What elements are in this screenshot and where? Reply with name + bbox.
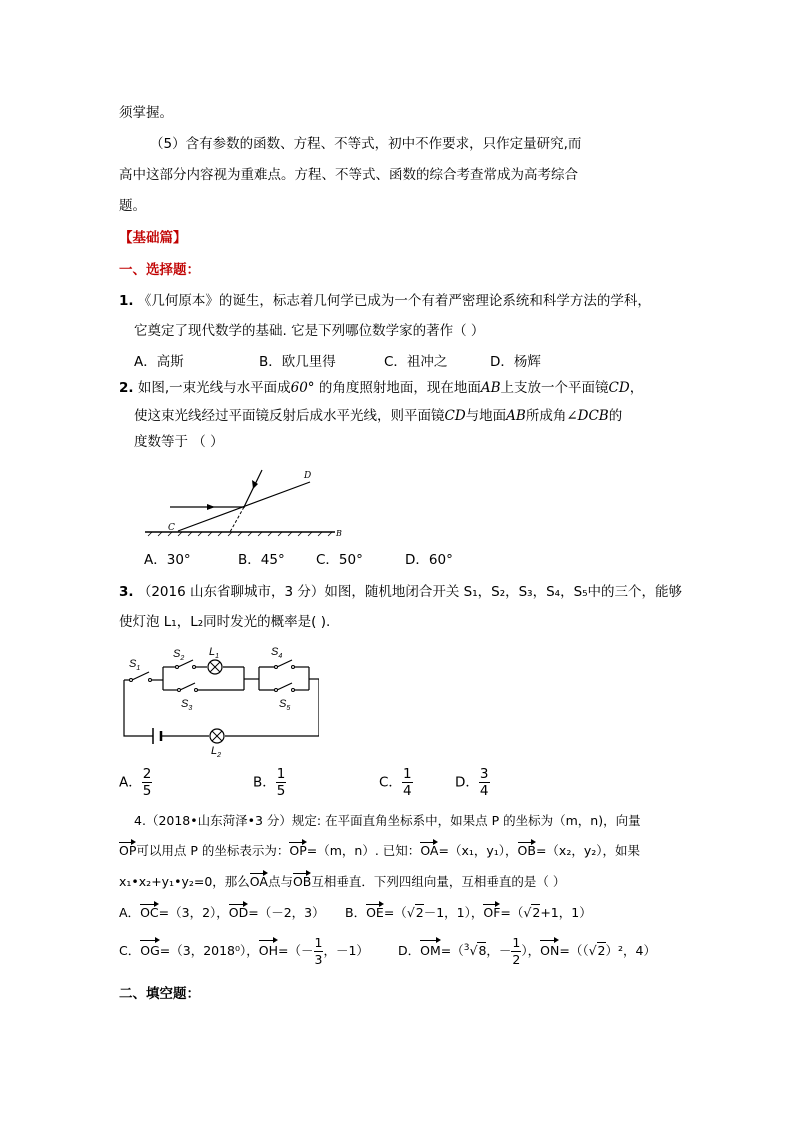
vector-og: OG (140, 940, 160, 962)
q2-cd: CD (608, 380, 630, 396)
option-text: =（（ (559, 943, 589, 958)
q2-text: 与地面 (465, 408, 507, 424)
intro-line-4: 题。 (119, 198, 146, 214)
vector-om: OM (420, 940, 441, 962)
label-b: B (336, 529, 342, 538)
intro-line-2: （5）含有参数的函数、方程、不等式，初中不作要求，只作定量研究,而 (150, 136, 582, 152)
section-fill-heading: 二、填空题： (119, 986, 200, 1002)
option-text: =（－ (278, 943, 314, 958)
vector-op: OP (119, 843, 137, 858)
q2-line-3: 度数等于 （ ） (134, 434, 224, 450)
q4-option-b: B．OE=（√2－1，1），OF=（√2+1，1） (345, 905, 592, 920)
q3-line-2: 使灯泡 L₁，L₂同时发光的概率是( ). (119, 614, 331, 630)
sqrt-radicand: 2 (415, 905, 424, 920)
numerator: 1 (402, 766, 412, 782)
q4-text: =（m，n）. 已知： (306, 843, 421, 858)
q1-option-d: D．杨辉 (490, 354, 541, 370)
vector-of: OF (483, 905, 501, 920)
reflected-ray-arrow (207, 504, 215, 510)
option-text: ，－1） (323, 943, 369, 958)
circuit-wires (124, 660, 319, 736)
denominator: 2 (512, 952, 521, 967)
q2-ab: AB (480, 380, 501, 396)
option-text: +1，1） (540, 905, 592, 920)
denominator: 4 (479, 783, 489, 799)
q2-option-d: D．60° (405, 552, 453, 568)
q4-option-c (119, 935, 369, 968)
sqrt-radicand: 2 (532, 905, 541, 920)
q2-cd-2: CD (444, 408, 466, 424)
q2-text: 使这束光线经过平面镜反射后成水平光线，则平面镜 (134, 408, 445, 424)
q4-line-3 (119, 873, 565, 891)
option-label: D． (398, 943, 421, 958)
vector-oc: OC (140, 905, 159, 920)
q1-option-b: B．欧几里得 (259, 354, 336, 370)
option-text: =（ (440, 943, 464, 958)
label-s5: $S_5$ (279, 698, 291, 712)
q4-line-1 (134, 812, 641, 830)
fraction (314, 935, 324, 968)
label-s3: $S_3$ (181, 698, 193, 712)
option-text: =（ (383, 905, 407, 920)
q2-ab-2: AB (506, 408, 526, 424)
q4-number: 4. (134, 813, 146, 828)
cube-root-index: 3 (463, 942, 470, 953)
q1-text-1: 《几何原本》的诞生，标志着几何学已成为一个有着严密理论系统和科学方法的学科， (137, 293, 651, 309)
label-s1: $S_1$ (129, 658, 141, 672)
label-s2: $S_2$ (173, 648, 185, 662)
q4-text: =（x₁，y₁）， (438, 843, 518, 858)
fraction (402, 766, 413, 799)
q2-option-b: B．45° (238, 552, 285, 568)
numerator: 1 (512, 935, 521, 950)
q2-number: 2. (119, 380, 134, 396)
option-label: A． (119, 905, 141, 920)
numerator: 1 (276, 766, 286, 782)
q1-option-c: C．祖冲之 (384, 354, 448, 370)
q4-text: 互相垂直．下列四组向量，互相垂直的是（ ） (311, 874, 566, 889)
q3-text-1: （2016 山东省聊城市，3 分）如图，随机地闭合开关 S₁，S₂，S₃，S₄，S₅中的三个，能够 (137, 584, 683, 600)
vector-oa: OA (249, 874, 268, 889)
section-choice-heading: 一、选择题： (119, 262, 200, 278)
option-text: =（3，2018⁰）， (159, 943, 259, 958)
vector-od: OD (228, 905, 249, 920)
q1-line-2: 它奠定了现代数学的基础. 它是下列哪位数学家的著作（ ） (134, 323, 485, 339)
denominator: 4 (402, 783, 412, 799)
option-label: B． (253, 774, 276, 791)
q4-source: （2018•山东菏泽•3 分）规定: 在平面直角坐标系中，如果点 P 的坐标为（m，n)，向量 (145, 813, 641, 828)
q1-number: 1. (119, 293, 134, 309)
option-label: B． (345, 905, 367, 920)
q2-angle-dcb: ∠DCB (566, 408, 609, 424)
option-label: C． (379, 774, 402, 791)
option-label: C． (119, 943, 141, 958)
q2-text: 所成角 (525, 408, 567, 424)
fraction (479, 766, 490, 799)
option-text: ）， (521, 943, 541, 958)
lamp-l2 (210, 729, 224, 743)
vector-op: OP (289, 843, 307, 858)
fraction (511, 935, 521, 968)
q2-line-2 (134, 407, 622, 425)
label-c: C (168, 523, 175, 533)
fraction (142, 766, 153, 799)
q3-line-1 (119, 583, 682, 601)
option-text: =（－2，3） (248, 905, 325, 920)
q4-line-2 (119, 842, 640, 860)
vector-oh: OH (259, 940, 278, 962)
vector-oe: OE (366, 905, 384, 920)
q1-option-a: A．高斯 (134, 354, 184, 370)
option-label: A． (119, 774, 142, 791)
q3-option-b (253, 766, 286, 799)
vector-ob: OB (517, 843, 536, 858)
label-l1: $L_1$ (209, 646, 220, 660)
numerator: 2 (142, 766, 152, 782)
option-text: －1，1）， (423, 905, 484, 920)
denominator: 5 (142, 783, 152, 799)
q2-line-1 (119, 379, 643, 397)
fraction (276, 766, 287, 799)
numerator: 1 (314, 935, 323, 950)
option-text: ）²，4） (605, 943, 656, 958)
q2-text: 的 (608, 408, 623, 424)
q4-text: 可以用点 P 的坐标表示为： (136, 843, 290, 858)
option-text: =（ (500, 905, 524, 920)
q4-text: =（x₂，y₂），如果 (535, 843, 640, 858)
q3-circuit-figure (119, 642, 319, 758)
label-l2: $L_2$ (211, 745, 222, 758)
q4-text: x₁•x₂+y₁•y₂=0，那么 (119, 874, 250, 889)
denominator: 5 (276, 783, 286, 799)
option-text: ，－ (486, 943, 512, 958)
lamp-l1 (208, 660, 222, 674)
q2-text: 上支放一个平面镜 (500, 380, 609, 396)
q2-angle: 60° (290, 380, 315, 396)
denominator: 3 (314, 952, 323, 967)
option-text: =（3，2）， (158, 905, 229, 920)
q2-text: 如图,一束光线与水平面成 (137, 380, 291, 396)
q4-option-a (119, 904, 325, 922)
q4-text: 点与 (267, 874, 293, 889)
q2-option-a: A．30° (144, 552, 191, 568)
section-basic-heading: 【基础篇】 (119, 230, 187, 246)
q3-option-d (455, 766, 490, 799)
vector-ob: OB (292, 874, 312, 889)
label-d: D (304, 471, 312, 481)
q3-number: 3. (119, 584, 134, 600)
q2-text: 的角度照射地面，现在地面 (318, 380, 481, 396)
intro-line-1: 须掌握。 (119, 105, 173, 121)
label-s4: $S_4$ (271, 646, 283, 660)
q2-text: ， (629, 380, 644, 396)
sqrt-radicand: 8 (478, 943, 487, 958)
battery (153, 728, 161, 744)
q4-option-d: D．OM=（$^3$√8，－ $\frac{1}{2}$ ），ON=（（√2）²，4） (398, 935, 656, 967)
vector-on: ON (540, 940, 559, 962)
q3-option-c (379, 766, 413, 799)
q3-option-a (119, 766, 152, 799)
sqrt-radicand: 2 (597, 943, 606, 958)
intro-line-3: 高中这部分内容视为重难点。方程、不等式、函数的综合考查常成为高考综合 (119, 167, 578, 183)
q2-mirror-figure (140, 462, 350, 542)
vector-oa: OA (420, 843, 439, 858)
option-label: D． (455, 774, 479, 791)
q2-option-c: C．50° (316, 552, 363, 568)
q1-line-1 (119, 292, 651, 310)
numerator: 3 (479, 766, 489, 782)
